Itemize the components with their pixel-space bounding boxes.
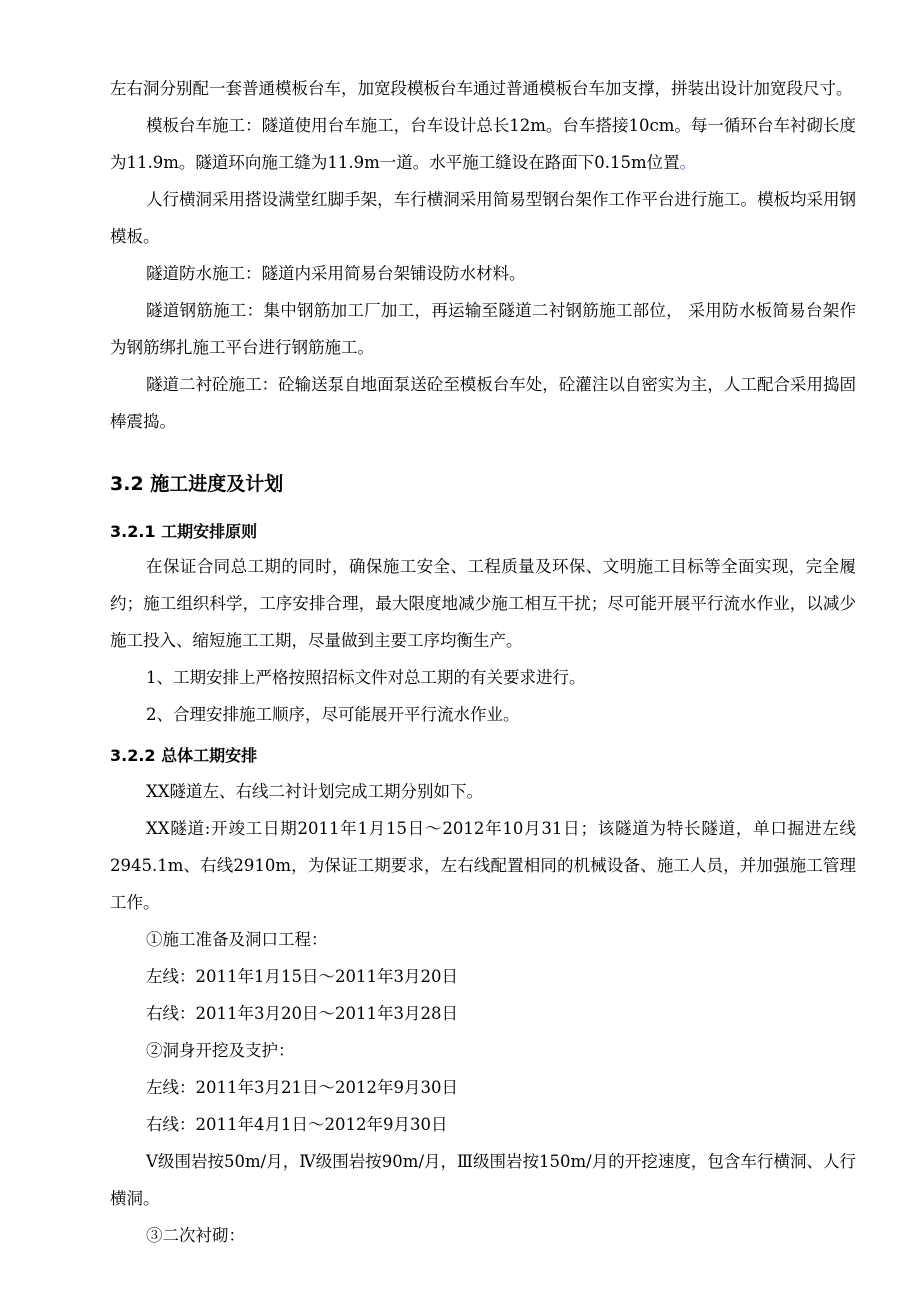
paragraph-waterproofing: 隧道防水施工：隧道内采用简易台架铺设防水材料。 (146, 264, 526, 283)
paragraph-end-mark: 。 (679, 153, 697, 172)
construction-methods-block (110, 70, 856, 440)
paragraph-formwork-trolley-construction (110, 107, 856, 181)
paragraph-cross-passage: 人行横洞采用搭设满堂红脚手架，车行横洞采用简易型钢台架作工作平台进行施工。模板均采用钢模板。 (110, 190, 856, 246)
list-item-principle-2: 2、合理安排施工顺序，尽可能展开平行流水作业。 (146, 705, 520, 724)
subsection-heading-3-2-2: 3.2.2 总体工期安排 (110, 746, 258, 765)
section-heading-3-2: 3.2 施工进度及计划 (110, 473, 284, 495)
subsection-heading-3-2-1: 3.2.1 工期安排原则 (110, 522, 258, 541)
paragraph-secondary-lining-concrete: 隧道二衬砼施工：砼输送泵自地面泵送砼至模板台车处，砼灌注以自密实为主，人工配合采用捣固棒震捣。 (110, 375, 856, 431)
item-preparation-right-line: 右线：2011年3月20日～2011年3月28日 (146, 1004, 458, 1023)
paragraph-schedule-principles: 在保证合同总工期的同时，确保施工安全、工程质量及环保、文明施工目标等全面实现，完全履约；施工组织科学，工序安排合理，最大限度地减少施工相互干扰；尽可能开展平行流水作业，以减少施工投入、缩短施工工期，尽量做到主要工序均衡生产。 (110, 557, 856, 650)
paragraph-schedule-intro: XX隧道左、右线二衬计划完成工期分别如下。 (146, 782, 483, 801)
item-preparation-left-line: 左线：2011年1月15日～2011年3月20日 (146, 967, 458, 986)
overall-schedule-block (110, 773, 856, 1254)
paragraph-tunnel-dates: XX隧道:开竣工日期2011年1月15日～2012年10月31日；该隧道为特长隧道，单口掘进左线2945.1m、右线2910m，为保证工期要求，左右线配置相同的机械设备、施工人员，并加强施工管理工作。 (110, 819, 856, 912)
item-preparation-heading: ①施工准备及洞口工程： (146, 930, 328, 949)
paragraph-formwork-trolley-text: 模板台车施工：隧道使用台车施工，台车设计总长12m。台车搭接10cm。每一循环台车衬砌长度为11.9m。隧道环向施工缝为11.9m一道。水平施工缝设在路面下0.15m位置 (110, 116, 856, 172)
schedule-principles-block (110, 548, 856, 733)
paragraph-rebar: 隧道钢筋施工：集中钢筋加工厂加工，再运输至隧道二衬钢筋施工部位， 采用防水板简易台架作为钢筋绑扎施工平台进行钢筋施工。 (110, 301, 856, 357)
paragraph-formwork-carts: 左右洞分别配一套普通模板台车，加宽段模板台车通过普通模板台车加支撑，拼装出设计加宽段尺寸。 (110, 79, 853, 98)
item-secondary-lining-heading: ③二次衬砌： (146, 1226, 245, 1245)
item-excavation-left-line: 左线：2011年3月21日～2012年9月30日 (146, 1078, 458, 1097)
paragraph-excavation-rates: Ⅴ级围岩按50m/月，Ⅳ级围岩按90m/月，Ⅲ级围岩按150m/月的开挖速度，包含车行横洞、人行横洞。 (110, 1152, 856, 1208)
list-item-principle-1: 1、工期安排上严格按照招标文件对总工期的有关要求进行。 (146, 668, 586, 687)
item-excavation-right-line: 右线：2011年4月1日～2012年9月30日 (146, 1115, 448, 1134)
item-excavation-heading: ②洞身开挖及支护： (146, 1041, 295, 1060)
